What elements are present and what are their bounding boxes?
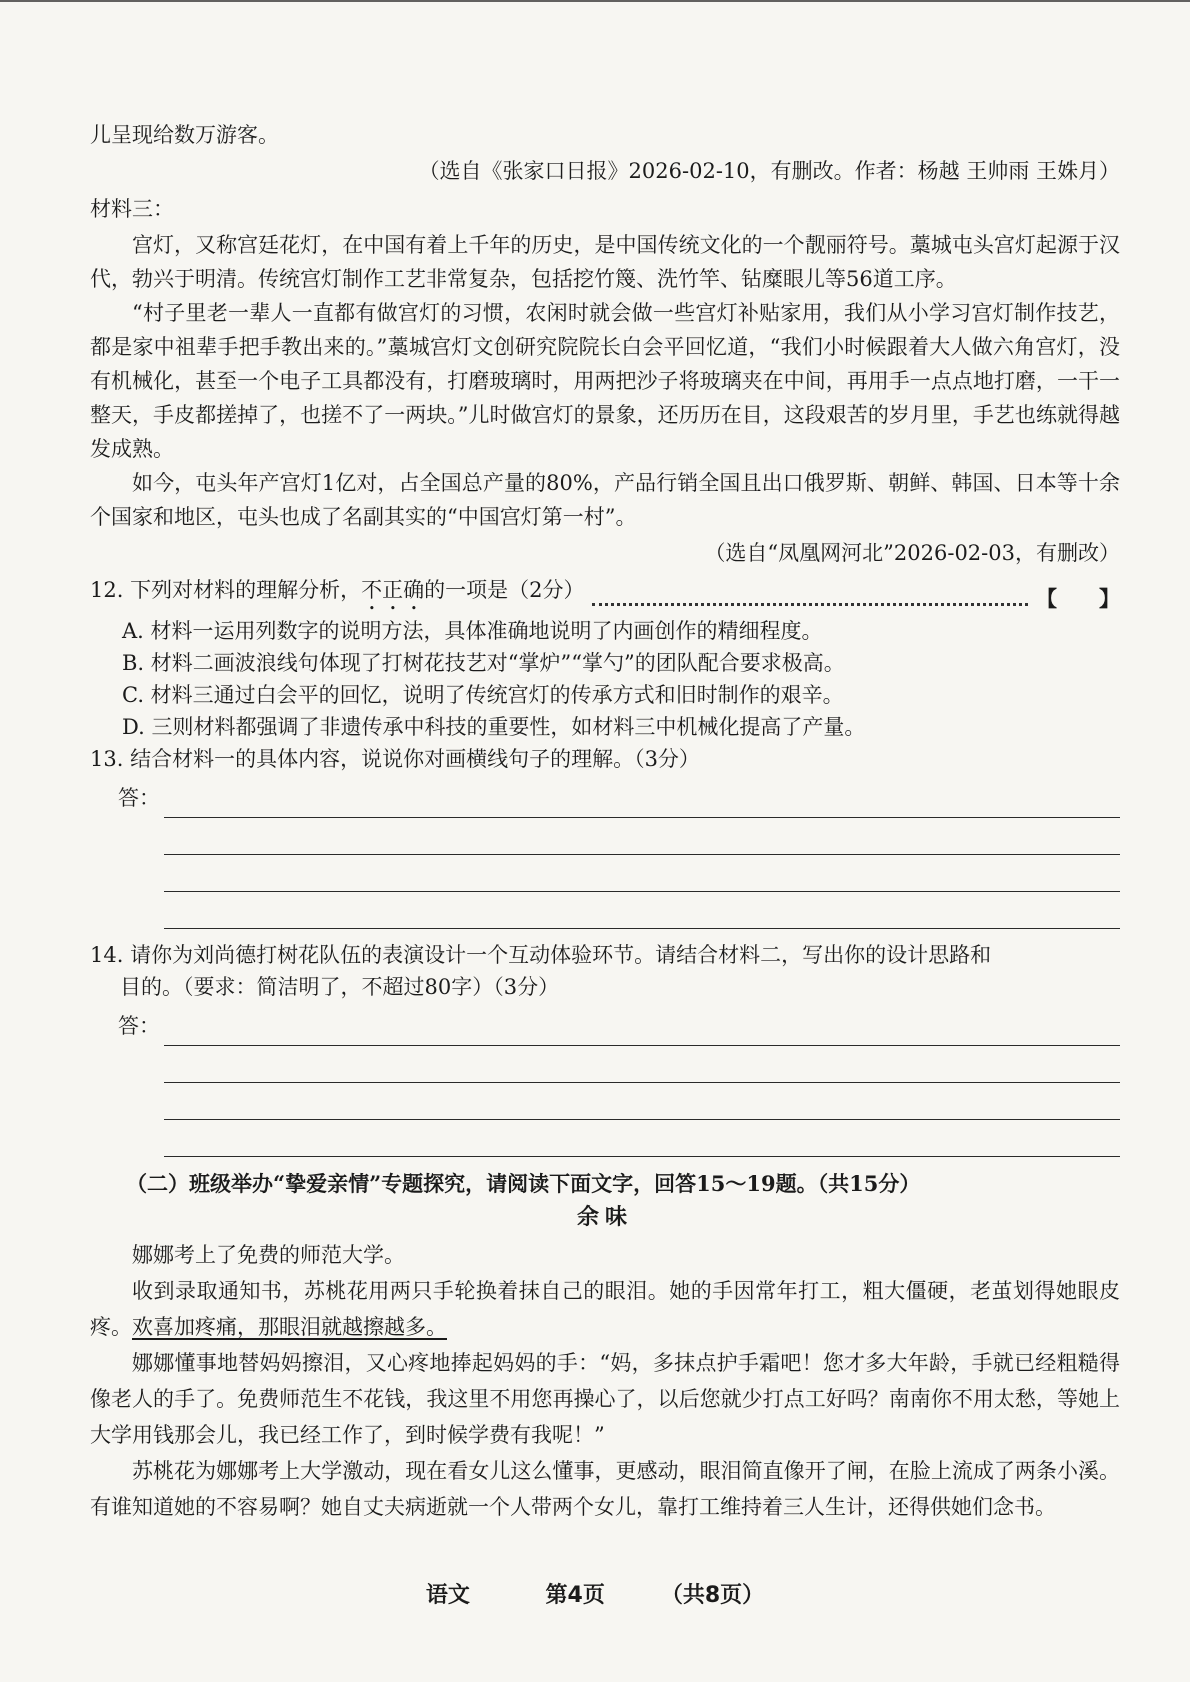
dot-leader <box>592 603 1028 606</box>
material3-label: 材料三： <box>90 197 174 221</box>
q12-stem-emphasis: 不正确 <box>361 578 425 602</box>
story-paragraph: 苏桃花为娜娜考上大学激动，现在看女儿这么懂事，更感动，眼泪简直像开了闸，在脸上流成了两条小溪。有谁知道她的不容易啊？她自丈夫病逝就一个人带两个女儿，靠打工维持着三人生计，还得供她们念书。 <box>90 1459 1120 1519</box>
footer-page-total: （共8页） <box>660 1583 765 1608</box>
q12-option-d: D. 三则材料都强调了非遗传承中科技的重要性，如材料三中机械化提高了产量。 <box>122 715 866 739</box>
q12-option-a: A. 材料一运用列数字的说明方法，具体准确地说明了内画创作的精细程度。 <box>122 619 823 643</box>
material2-source: （选自《张家口日报》2026-02-10，有删改。作者：杨越 王帅雨 王姝月） <box>418 159 1120 183</box>
answer-line[interactable] <box>164 1046 1120 1083</box>
answer-label: 答： <box>118 786 160 810</box>
page-footer <box>0 1578 1190 1609</box>
answer-bracket[interactable]: 【 】 <box>1036 586 1120 611</box>
answer-line[interactable] <box>164 818 1120 855</box>
q12-option-c: C. 材料三通过白会平的回忆，说明了传统宫灯的传承方式和旧时制作的艰辛。 <box>122 683 844 707</box>
answer-line[interactable] <box>164 1120 1120 1157</box>
material3-paragraph: “村子里老一辈人一直都有做宫灯的习惯，农闲时就会做一些宫灯补贴家用，我们从小学习宫灯制作技艺，都是家中祖辈手把手教出来的。”藁城宫灯文创研究院院长白会平回忆道，“我们小时候跟着大人做六角宫灯，没有机械化，甚至一个电子工具都没有，打磨玻璃时，用两把沙子将玻璃夹在中间，再用手一点点地打磨，一干一整天，手皮都搓掉了，也搓不了一两块。”儿时做宫灯的景象，还历历在目，这段艰苦的岁月里，手艺也练就得越发成熟。 <box>90 301 1120 461</box>
question-14-stem-line1: 14. 请你为刘尚德打树花队伍的表演设计一个互动体验环节。请结合材料二，写出你的设计思路和 <box>90 943 992 967</box>
question-14-stem-line2: 目的。（要求：简洁明了，不超过80字）（3分） <box>120 975 560 999</box>
q12-option-b: B. 材料二画波浪线句体现了打树花技艺对“掌炉”“掌勺”的团队配合要求极高。 <box>122 651 845 675</box>
section-2-heading: （二）班级举办“挚爱亲情”专题探究，请阅读下面文字，回答15～19题。（共15分） <box>126 1171 921 1196</box>
q14-answer-area[interactable] <box>90 1009 1120 1157</box>
q12-stem-before: 12. 下列对材料的理解分析， <box>90 578 362 602</box>
q13-answer-area[interactable] <box>90 781 1120 929</box>
question-13-stem: 13. 结合材料一的具体内容，说说你对画横线句子的理解。（3分） <box>90 747 700 771</box>
top-border <box>0 0 1190 2</box>
answer-label: 答： <box>118 1014 160 1038</box>
question-12-stem <box>90 574 1120 615</box>
material3-source: （选自“凤凰网河北”2026-02-03，有删改） <box>704 541 1120 565</box>
footer-page-number: 第4页 <box>545 1583 605 1608</box>
footer-subject: 语文 <box>425 1583 470 1608</box>
answer-line[interactable] <box>164 892 1120 929</box>
story-title: 余味 <box>576 1204 633 1230</box>
material3-paragraph: 宫灯，又称宫廷花灯，在中国有着上千年的历史，是中国传统文化的一个靓丽符号。藁城屯头宫灯起源于汉代，勃兴于明清。传统宫灯制作工艺非常复杂，包括挖竹篾、洗竹竿、钻糜眼儿等56道工序。 <box>90 233 1120 291</box>
page-content <box>90 118 1120 1525</box>
story-paragraph <box>90 1273 1120 1345</box>
story-paragraph: 娜娜考上了免费的师范大学。 <box>132 1243 405 1267</box>
q12-stem-after: 的一项是（2分） <box>424 578 585 602</box>
material3-paragraph: 如今，屯头年产宫灯1亿对，占全国总产量的80%，产品行销全国且出口俄罗斯、朝鲜、韩国、日本等十余个国家和地区，屯头也成了名副其实的“中国宫灯第一村”。 <box>90 471 1120 529</box>
material2-tail: 儿呈现给数万游客。 <box>90 123 279 147</box>
answer-line[interactable] <box>164 1009 1120 1046</box>
answer-line[interactable] <box>164 855 1120 892</box>
story-text: 收到录取通知书，苏桃花用两只手轮换着抹自己的眼泪。她的手因常年打工，粗大僵硬，老茧划得她眼皮疼。 <box>90 1279 1120 1339</box>
answer-line[interactable] <box>164 781 1120 818</box>
answer-line[interactable] <box>164 1083 1120 1120</box>
story-paragraph: 娜娜懂事地替妈妈擦泪，又心疼地捧起妈妈的手：“妈，多抹点护手霜吧！您才多大年龄，手就已经粗糙得像老人的手了。免费师范生不花钱，我这里不用您再操心了，以后您就少打点工好吗？南南你不用太愁，等她上大学用钱那会儿，我已经工作了，到时候学费有我呢！” <box>90 1351 1120 1447</box>
underlined-sentence: 欢喜加疼痛，那眼泪就越擦越多。 <box>132 1315 447 1339</box>
